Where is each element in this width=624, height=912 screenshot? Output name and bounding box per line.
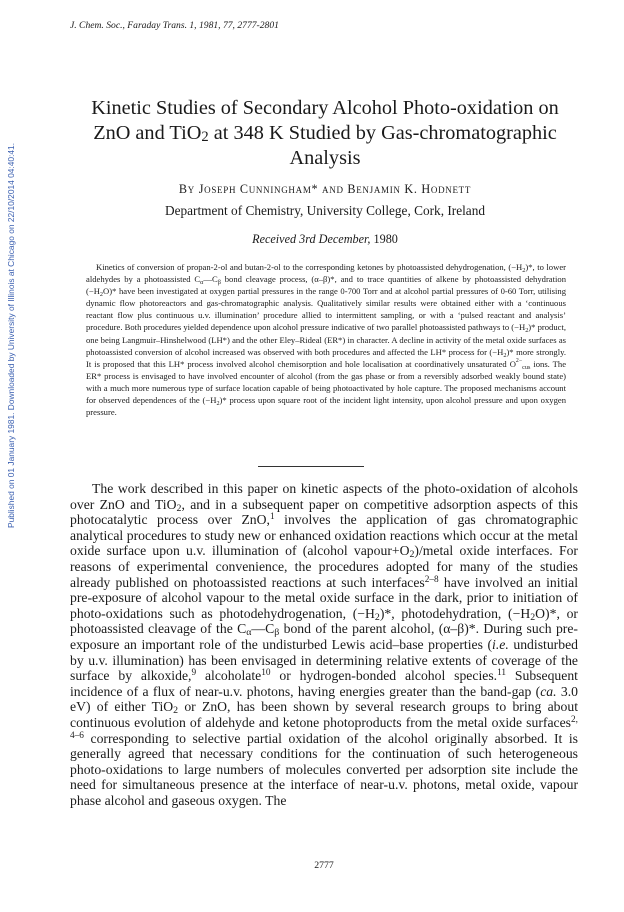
reference-mark: 2–8 (424, 574, 439, 585)
reference-mark: 9 (191, 668, 197, 679)
section-divider (258, 466, 364, 467)
subscript: 2 (201, 129, 209, 145)
paper-title (70, 96, 580, 171)
authors: By Joseph Cunningham* and Benjamin K. Hodnett (178, 182, 472, 196)
title-line: Kinetic Studies of Secondary Alcohol Photo-oxidation on (91, 97, 559, 119)
body-text: The work described in this paper on kinetic aspects of the photo-oxidation of alcohols over ZnO and TiO$_2$, and in a subsequent paper on competitive adsorption aspects of this photocatalytic process over ZnO,$^1$ involves the application of gas chromatographic analytical procedures to study new or enhanced oxidation reactions which occur at the metal oxide surface upon u.v. illumination of (alcohol $vapour+O_2$)/metal oxide interfaces. For reasons of experimental convenience, the procedures adopted for many of the studies already published on photoassisted reactions at such interfaces$^{2-8}$ have involved an initial pre-exposure of alcohol vapour to the metal oxide surface in the dark, prior to initiation of photo-oxidations such as photodehydrogenation, $(-H_2)*$, photodehydration, $(-H_2O)*$, or photoassisted cleavage of the $C_\alpha—C_\beta$ bond of the parent alcohol, (α–β)*. During such pre-exposure an important role of the undisturbed Lewis acid–base properties (i.e. undisturbed by u.v. illumination) has been envisaged in determining relative extents of coverage of the surface by alkoxide,$^9$ alcoholate$^{10}$ or hydrogen-bonded alcohol species.$^{11}$ Subsequent incidence of a flux of near-u.v. photons, having energies greater than the band-gap (ca. 3.0 eV) of either TiO$_2$ or ZnO, has been shown by several research groups to bring about continuous evolution of aldehyde and ketone photoproducts from the metal oxide surfaces$^{2, 4-6}$ corresponding to selective partial oxidation of the alcohol originally absorbed. It is generally agreed that necessary conditions for the continuation of such heterogeneous photo-oxidations to large numbers of molecules converted per adsorption site include the need for simultaneous presence at the interface of near-u.v. photons, metal oxide, vapour phase alcohol and gaseous oxygen. The (70, 481, 579, 808)
reference-mark: 11 (497, 668, 507, 679)
title-line: Analysis (289, 147, 361, 169)
received-date (70, 232, 580, 247)
download-note: Published on 01 January 1981. Downloaded by University of Illinois at Chicago on 22/10/2014 04:40:41. (6, 142, 16, 528)
reference-mark: 10 (261, 668, 271, 679)
received-label: Received 3rd December, (252, 232, 371, 246)
reference-mark: 1 (269, 512, 275, 523)
received-year: 1980 (373, 232, 398, 246)
affiliation: Department of Chemistry, University College, Cork, Ireland (164, 203, 486, 218)
title-line (70, 121, 580, 146)
reference-mark: 2, 4–6 (70, 714, 578, 741)
page-number: 2777 (314, 860, 334, 871)
journal-citation: J. Chem. Soc., Faraday Trans. 1, 1981, 77, 2777-2801 (70, 20, 279, 31)
abstract: Kinetics of conversion of propan-2-ol and butan-2-ol to the corresponding ketones by photoassisted dehydrogenation, $(-H_2)*$, to lower aldehydes by a photoassisted $C_\alpha—C_\beta$ bond cleavage process, (α–β)*, and to trace quantities of alkene by photoassisted dehydration $(-H_2O)*$ have been investigated at oxygen partial pressures in the range 0-700 Torr and at alcohol partial pressures of 0-60 Torr, utilising dynamic flow photoreactors and gas-chromatographic analysis. Qualitatively similar results were obtained either with a ‘continuous reactant flow plus continuous u.v. illumination’ procedure allied to intermittent sampling, or with a ‘pulsed reactant and analysis’ procedure. Both procedures yielded dependence upon alcohol pressure indicative of two parallel photoassisted pathways to $(-H_2)*$ product, one being Langmuir–Hinshelwood (LH*) and the other Eley–Rideal (ER*) in character. A decline in activity of the metal oxide surfaces as photoassisted conversion of alcohol increased was observed with both procedures and affected the LH* process for $(-H_2)*$ more strongly. It is proposed that this LH* process involved alcohol chemisorption and hole localisation at coordinatively unsaturated $O^{2-}_{cus}$ ions. The ER* process is envisaged to have involved encounter of alcohol (from the gas phase or from a reversibly adsorbed weakly bound state) with a much more numerous type of surface location capable of being photoactivated by hole capture. The proposed mechanisms account for observed dependences of the $(-H_2)*$ process upon square root of the incident light intensity, upon alcohol pressure and upon oxygen pressure. (86, 262, 567, 418)
title-text: ZnO and TiO (93, 122, 202, 144)
title-text: at 348 K Studied by Gas-chromatographic (208, 122, 557, 144)
